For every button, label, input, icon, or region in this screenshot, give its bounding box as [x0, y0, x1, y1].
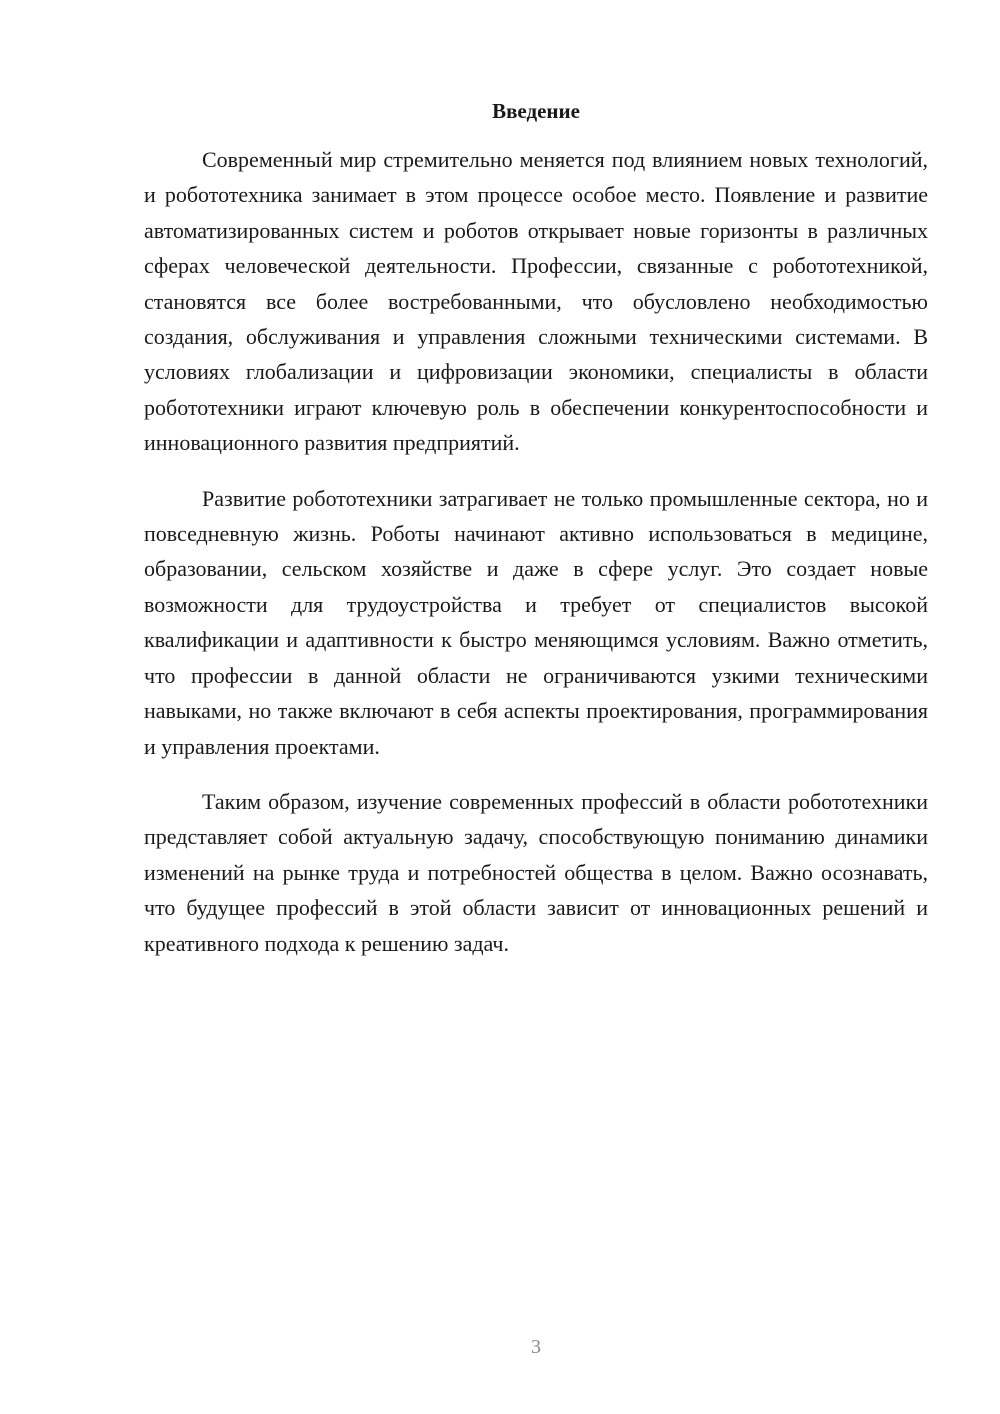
- page-number: 3: [531, 1336, 541, 1358]
- paragraph-1: Современный мир стремительно меняется под влиянием новых технологий, и робототехника занимает в этом процессе особое место. Появление и развитие автоматизированных систем и роботов открывает новые горизонты в различных сферах человеческой деятельности. Профессии, связанные с робототехникой, становятся все более востребованными, что обусловлено необходимостью создания, обслуживания и управления сложными техническими системами. В условиях глобализации и цифровизации экономики, специалисты в области робототехники играют ключевую роль в обеспечении конкурентоспособности и инновационного развития предприятий.: [144, 147, 928, 456]
- paragraph-3: Таким образом, изучение современных профессий в области робототехники представляет собой актуальную задачу, способствующую пониманию динамики изменений на рынке труда и потребностей общества в целом. Важно осознавать, что будущее профессий в этой области зависит от инновационных решений и креативного подхода к решению задач.: [144, 788, 928, 956]
- section-heading: Введение: [492, 99, 580, 123]
- paragraph-2: Развитие робототехники затрагивает не только промышленные сектора, но и повседневную жизнь. Роботы начинают активно использоваться в медицине, образовании, сельском хозяйстве и даже в сфере услуг. Это создает новые возможности для трудоустройства и требует от специалистов высокой квалификации и адаптивности к быстро меняющимся условиям. Важно отметить, что профессии в данной области не ограничиваются узкими техническими навыками, но также включают в себя аспекты проектирования, программирования и управления проектами.: [144, 485, 928, 759]
- body-text: [144, 142, 928, 981]
